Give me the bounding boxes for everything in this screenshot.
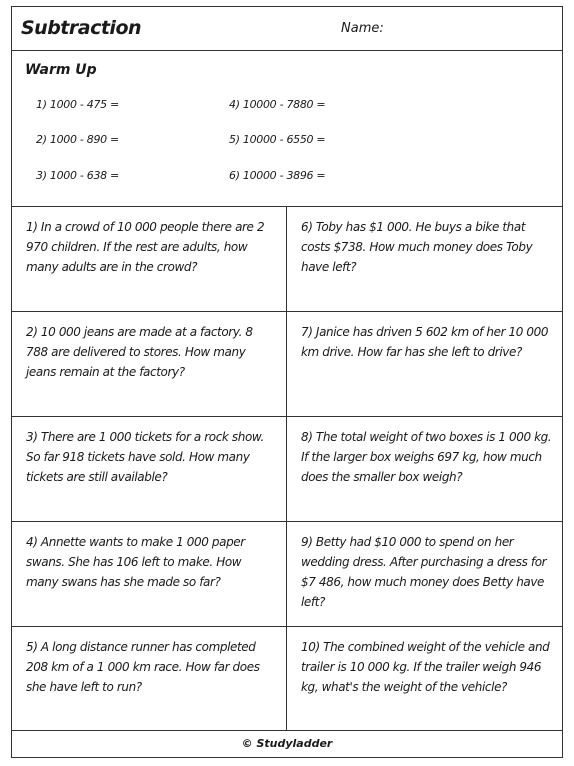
word-problem: 5) A long distance runner has completed 208 km of a 1 000 km race. How far does she have left to run? <box>12 627 287 731</box>
warm-up-section <box>12 51 562 207</box>
word-problem: 7) Janice has driven 5 602 km of her 10 000 km drive. How far has she left to drive? <box>287 312 563 417</box>
warm-up-question: 3) 1000 - 638 = <box>36 169 119 182</box>
worksheet-header <box>12 7 562 51</box>
warm-up-question: 1) 1000 - 475 = <box>36 98 119 111</box>
word-problem: 8) The total weight of two boxes is 1 000 kg. If the larger box weighs 697 kg, how much does the smaller box weigh? <box>287 417 563 522</box>
word-problem: 3) There are 1 000 tickets for a rock show. So far 918 tickets have sold. How many tickets are still available? <box>12 417 287 522</box>
word-problem: 4) Annette wants to make 1 000 paper swans. She has 106 left to make. How many swans has she made so far? <box>12 522 287 627</box>
warm-up-question: 6) 10000 - 3896 = <box>229 169 326 182</box>
word-problem: 9) Betty had $10 000 to spend on her wedding dress. After purchasing a dress for $7 486, how much money does Betty have left? <box>287 522 563 627</box>
word-problem: 10) The combined weight of the vehicle and trailer is 10 000 kg. If the trailer weigh 946 kg, what's the weight of the vehicle? <box>301 640 550 694</box>
warm-up-title: Warm Up <box>25 62 97 78</box>
worksheet-title: Subtraction <box>21 17 142 39</box>
word-problems-grid <box>12 207 562 731</box>
warm-up-question: 5) 10000 - 6550 = <box>229 133 326 146</box>
name-label: Name: <box>341 21 384 36</box>
copyright-footer: © Studyladder <box>12 730 562 757</box>
warm-up-question: 2) 1000 - 890 = <box>36 133 119 146</box>
word-problem: 2) 10 000 jeans are made at a factory. 8 788 are delivered to stores. How many jeans remain at the factory? <box>12 312 287 417</box>
word-problem: 1) In a crowd of 10 000 people there are 2 970 children. If the rest are adults, how many adults are in the crowd? <box>12 207 287 312</box>
worksheet <box>11 6 563 758</box>
warm-up-question: 4) 10000 - 7880 = <box>229 98 326 111</box>
word-problem: 6) Toby has $1 000. He buys a bike that costs $738. How much money does Toby have left? <box>287 207 563 312</box>
